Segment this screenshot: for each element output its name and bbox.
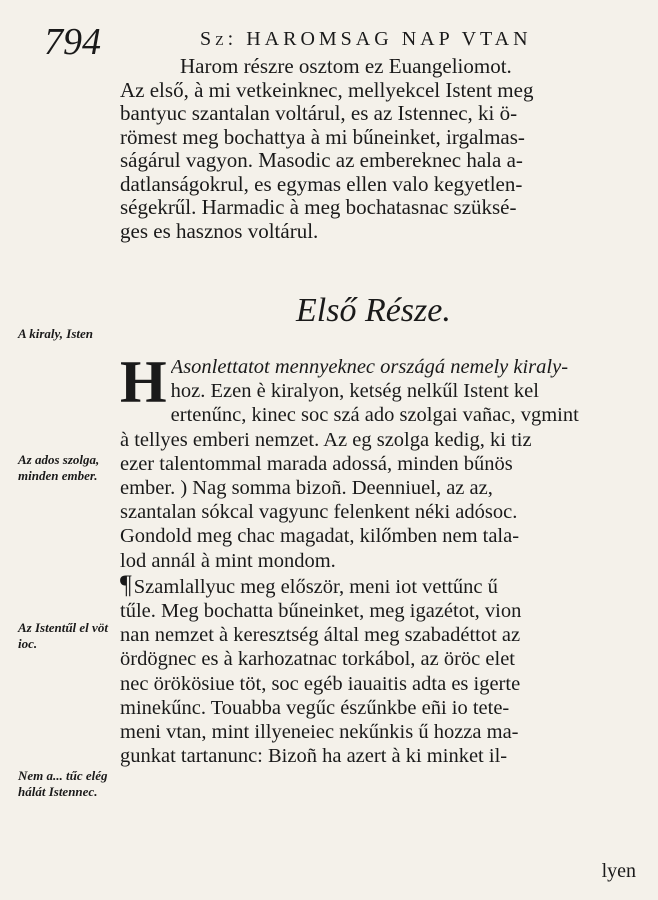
intro-line: bantyuc szantalan voltárul, es az Istennec, ki ö- [120, 102, 518, 125]
intro-paragraph [120, 55, 630, 243]
body-line: gunkat tartanunc: Bizoñ ha azert à ki minket il- [120, 745, 508, 768]
pilcrow-icon: ¶ [120, 572, 132, 599]
body-line-text: Szamlallyuc meg először, meni iot vettűnc ű [133, 575, 498, 598]
body-line: Gondold meg chac magadat, kilőmben nem tala- [120, 525, 520, 548]
body-line: nec örökösiue töt, soc egéb iauaitis adta es igerte [120, 672, 521, 695]
running-head: Sz: HAROMSAG NAP VTAN [200, 28, 532, 50]
body-line: tűle. Meg bochatta bűneinket, meg igazétot, vion [120, 600, 522, 623]
body-line: szantalan sókcal vagyunc felenkent néki adósoc. [120, 501, 518, 524]
intro-line: ságárul vagyon. Masodic az embereknec hala a- [120, 149, 523, 172]
drop-cap: H [120, 349, 167, 415]
margin-note: A kiraly, Isten [18, 326, 94, 341]
intro-line: römest meg bochattya à mi bűneinket, irgalmas- [120, 125, 525, 149]
body-line: minekűnc. Touabba vegűc észűnkbe eñi io tete- [120, 696, 510, 719]
body-line: à tellyes emberi nemzet. Az eg szolga kedig, ki tiz [120, 428, 532, 451]
margin-note: Az ados szolga, minden ember. [18, 452, 100, 483]
body-line: ördögnec es à karhozatnac torkábol, az öröc elet [120, 648, 515, 671]
intro-line: Harom részre osztom ez Euangeliomot. [180, 55, 512, 78]
body-line: Asonlettatot mennyeknec országá nemely kiraly- [170, 356, 569, 378]
body-text [120, 349, 640, 768]
body-line: ezer talentommal marada adossá, minden bűnös [120, 452, 513, 475]
intro-line: datlanságokrul, es egymas ellen valo kegyetlen- [120, 172, 523, 196]
section-title: Első Része. [296, 292, 451, 329]
body-line: hoz. Ezen è kiralyon, ketség nelkűl Istent kel [170, 380, 539, 403]
intro-line: ges es hasznos voltárul. [120, 219, 319, 243]
margin-note: Az Istentűl el vöt ioc. [18, 620, 108, 651]
body-line: ertenűnc, kinec soc szá ado szolgai vañac, vgmint [170, 404, 579, 427]
body-line: lod annál à mint mondom. [120, 549, 336, 572]
intro-line: ségekrűl. Harmadic à meg bochatasnac szüksé- [120, 196, 517, 219]
margin-note: Nem a... tűc elég hálát Istennec. [18, 768, 108, 799]
body-line: meni vtan, mint illyeneiec nekűnkis ű hozza ma- [120, 721, 519, 744]
intro-line: Az első, à mi vetkeinknec, mellyekcel Istent meg [120, 78, 534, 102]
page-number: 794 [44, 21, 101, 63]
body-line: nan nemzet à keresztség által meg szabadéttot az [120, 624, 521, 647]
catchword: lyen [601, 860, 636, 882]
body-line: ember. ) Nag somma bizoñ. Deenniuel, az az, [120, 477, 493, 500]
body-line [120, 573, 640, 599]
